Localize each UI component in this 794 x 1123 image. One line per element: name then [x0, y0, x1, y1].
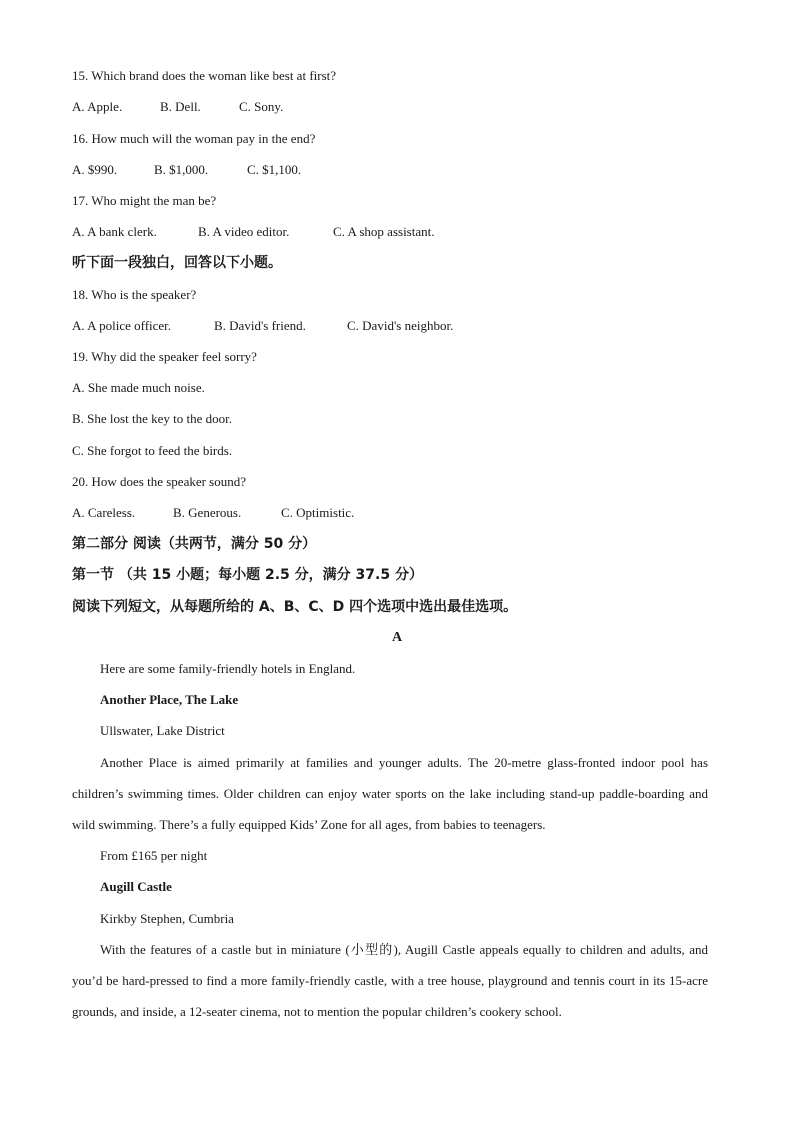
option-b: B. David's friend.	[214, 318, 306, 333]
question-19: 19. Why did the speaker feel sorry?	[72, 349, 257, 364]
option-c: C. Optimistic.	[281, 505, 355, 520]
question-15: 15. Which brand does the woman like best at first?	[72, 68, 337, 83]
question-19-option-b: B. She lost the key to the door.	[72, 411, 232, 426]
option-a: A. Apple.	[72, 99, 123, 114]
hotel-price: From £165 per night	[100, 848, 208, 863]
part-two-heading: 第二部分 阅读（共两节，满分 50 分）	[72, 536, 317, 552]
option-b: B. Generous.	[173, 505, 242, 520]
option-a: A. A police officer.	[72, 318, 172, 333]
option-c: C. $1,100.	[247, 162, 302, 177]
hotel-description: Another Place is aimed primarily at families and younger adults. The 20-metre glass-fronted indoor pool has children’s swimming times. Older children can enjoy water sports on the lake including stand-up paddle-boarding and wild swimming. There’s a fully equipped Kids’ Zone for all ages, from babies to teenagers.	[72, 755, 708, 832]
option-a: A. Careless.	[72, 505, 136, 520]
question-20: 20. How does the speaker sound?	[72, 474, 247, 489]
hotel-description: With the features of a castle but in miniature (小型的), Augill Castle appeals equally to children and adults, and you’d be hard-pressed to find a more family-friendly castle, with a tree house, playground and tennis court in its 15-acre grounds, and inside, a 12-seater cinema, not to mention the popular children’s cookery school.	[72, 942, 708, 1019]
passage-label: A	[391, 630, 403, 645]
question-16-options	[72, 161, 301, 179]
question-18: 18. Who is the speaker?	[72, 287, 197, 302]
option-c: C. Sony.	[239, 99, 284, 114]
option-c: C. A shop assistant.	[333, 224, 435, 239]
hotel-name: Augill Castle	[100, 879, 172, 894]
question-15-options	[72, 98, 283, 116]
option-a: A. $990.	[72, 162, 118, 177]
option-b: B. $1,000.	[154, 162, 209, 177]
option-c: C. David's neighbor.	[347, 318, 454, 333]
question-16: 16. How much will the woman pay in the end?	[72, 131, 316, 146]
hotel-name: Another Place, The Lake	[100, 692, 239, 707]
option-b: B. Dell.	[160, 99, 201, 114]
monologue-heading: 听下面一段独白，回答以下小题。	[72, 255, 282, 271]
hotel-location: Ullswater, Lake District	[100, 723, 225, 738]
passage-intro: Here are some family-friendly hotels in England.	[100, 661, 356, 676]
question-19-option-a: A. She made much noise.	[72, 380, 205, 395]
question-20-options	[72, 504, 354, 522]
option-b: B. A video editor.	[198, 224, 290, 239]
question-17-options	[72, 223, 435, 241]
hotel-location: Kirkby Stephen, Cumbria	[100, 911, 234, 926]
question-19-option-c: C. She forgot to feed the birds.	[72, 443, 233, 458]
section-one-heading: 第一节 （共 15 小题；每小题 2.5 分，满分 37.5 分）	[72, 567, 423, 583]
option-a: A. A bank clerk.	[72, 224, 157, 239]
question-18-options	[72, 317, 453, 335]
question-17: 17. Who might the man be?	[72, 193, 217, 208]
reading-instruction: 阅读下列短文，从每题所给的 A、B、C、D 四个选项中选出最佳选项。	[72, 599, 518, 615]
